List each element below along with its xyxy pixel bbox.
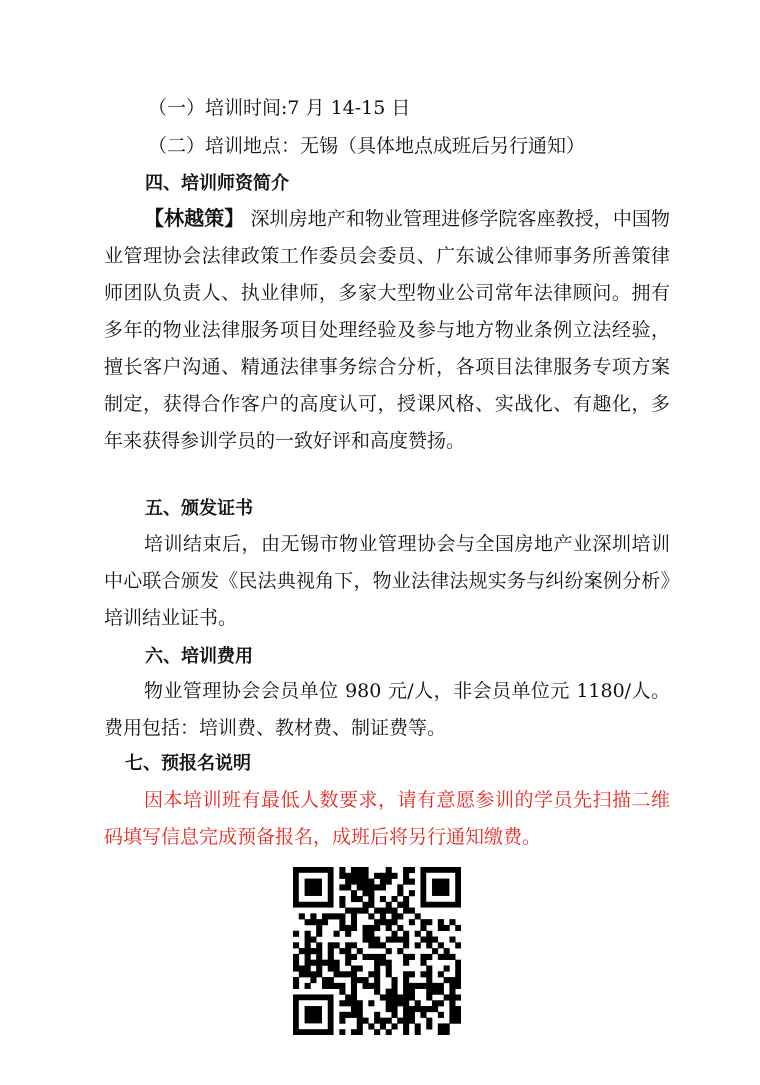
certificate-heading: 五、颁发证书 — [145, 498, 253, 519]
trainer-bio-paragraph — [104, 200, 670, 460]
trainer-bio: 深圳房地产和物业管理进修学院客座教授，中国物业管理协会法律政策工作委员会委员、广东诚公律师事务所善策律师团队负责人、执业律师，多家大型物业公司常年法律顾问。拥有多年的物业法律服务项目处理经验及参与地方物业条例立法经验，擅长客户沟通、精通法律事务综合分析，各项目法律服务专项方案制定，获得合作客户的高度认可，授课风格、实战化、有趣化，多年来获得参训学员的一致好评和高度赞扬。 — [104, 208, 671, 452]
training-time: （一）培训时间:7 月 14-15 日 — [148, 97, 411, 119]
certificate-text: 培训结束后，由无锡市物业管理协会与全国房地产业深圳培训中心联合颁发《民法典视角下，物业法律法规实务与纠纷案例分析》培训结业证书。 — [104, 533, 670, 629]
fees-heading: 六、培训费用 — [145, 646, 253, 667]
qr-code-icon[interactable] — [293, 867, 461, 1035]
registration-heading: 七、预报名说明 — [125, 753, 251, 774]
fees-text: 物业管理协会会员单位 980 元/人，非会员单位元 1180/人。费用包括：培训费、教材费、制证费等。 — [104, 680, 670, 739]
training-location: （二）培训地点：无锡（具体地点成班后另行通知） — [148, 135, 586, 157]
registration-notice: 因本培训班有最低人数要求，请有意愿参训的学员先扫描二维码填写信息完成预备报名，成班后将另行通知缴费。 — [104, 789, 670, 848]
qr-code-graphic — [293, 867, 461, 1035]
trainer-heading: 四、培训师资简介 — [145, 173, 289, 194]
trainer-name: 【林越策】 — [144, 206, 245, 230]
